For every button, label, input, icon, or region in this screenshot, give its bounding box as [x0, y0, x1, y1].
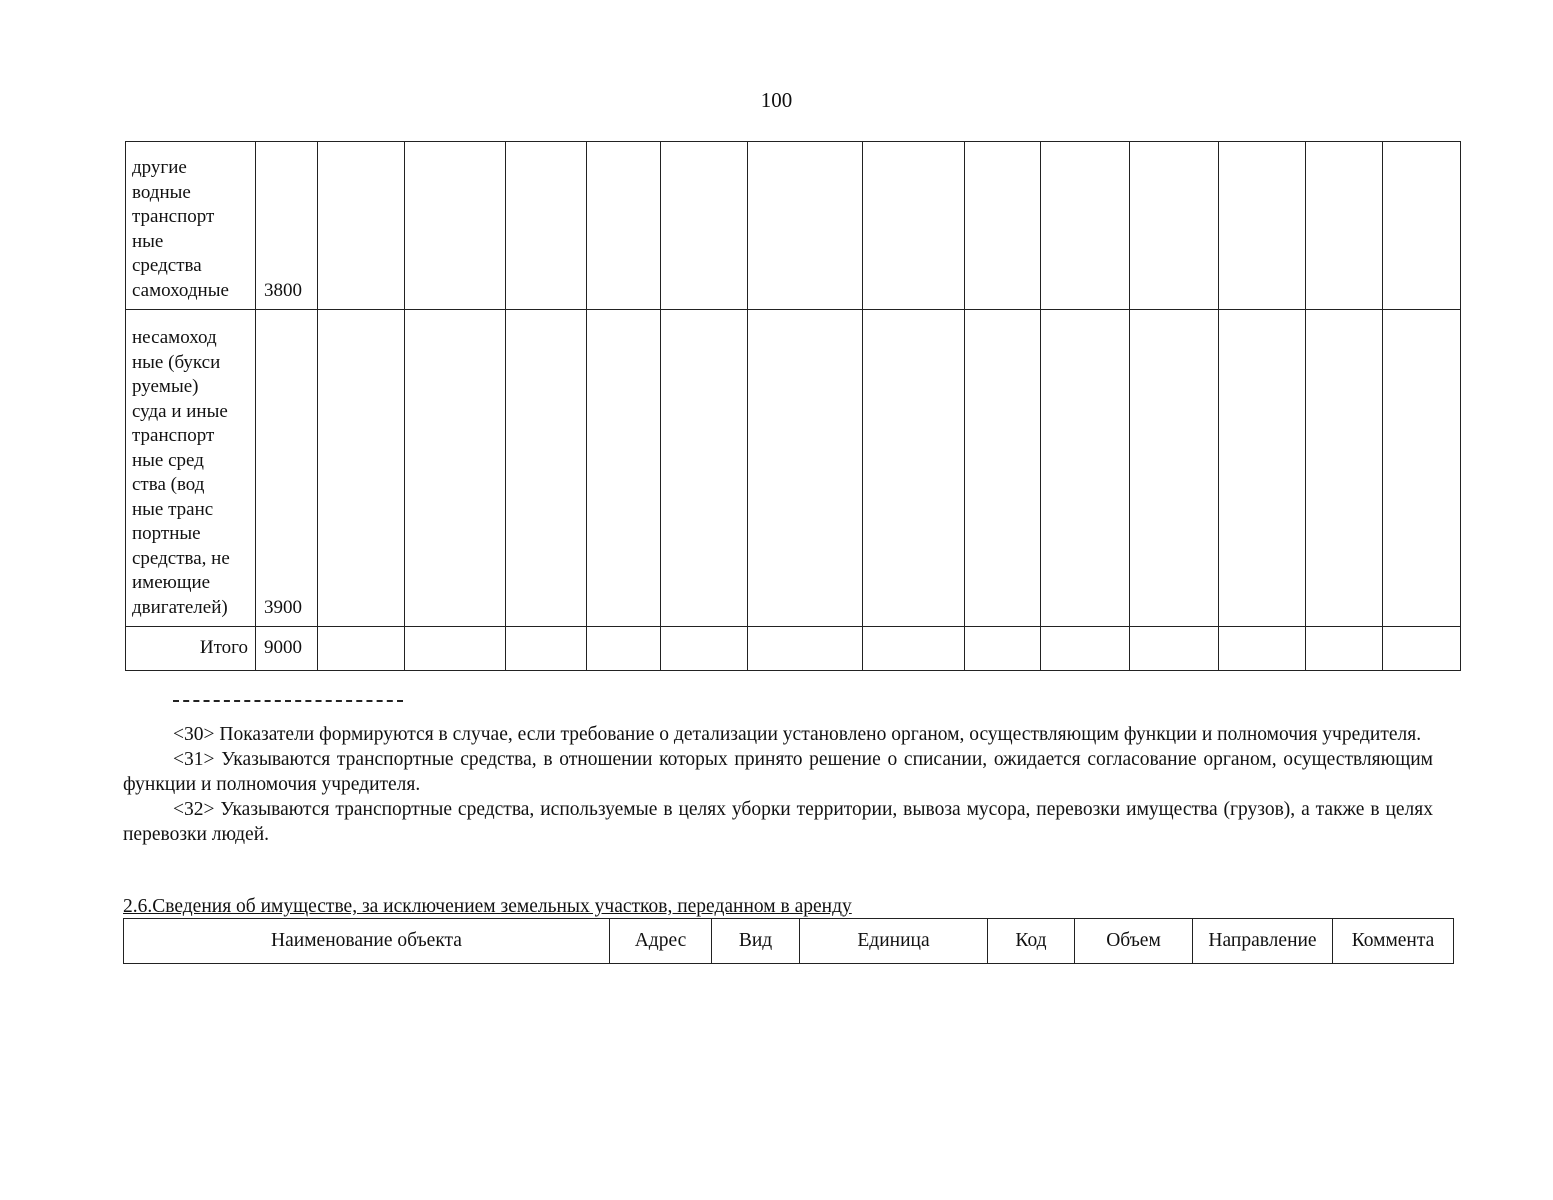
footnote-30: <30> Показатели формируются в случае, если требование о детализации установлено органом, осуществляющим функции и полномочия учредителя.: [173, 724, 1422, 745]
section-heading-2-6: 2.6.Сведения об имуществе, за исключением земельных участков, переданном в аренду: [123, 896, 852, 917]
empty-value-cell: [1383, 142, 1461, 310]
table-row: [126, 142, 1461, 310]
empty-value-cell: [506, 142, 587, 310]
row-label-line: несамоход: [132, 327, 217, 348]
empty-value-cell: [506, 627, 587, 671]
empty-value-cell: [405, 142, 506, 310]
empty-value-cell: [661, 627, 748, 671]
empty-value-cell: [863, 310, 965, 627]
row-label-line: ные сред: [132, 449, 204, 471]
row-label-line: транспорт: [132, 425, 215, 446]
empty-value-cell: [587, 627, 661, 671]
table-row: [126, 310, 1461, 627]
col-header-code: Код: [988, 919, 1075, 964]
row-label: [126, 310, 256, 627]
col-header-unit: Единица: [800, 919, 988, 964]
empty-value-cell: [506, 310, 587, 627]
row-label-line: двигателей): [132, 596, 228, 618]
footnote-31: <31> Указываются транспортные средства, в отношении которых принято решение о списании, ожидается согласование органом, осуществляющим функции и полномочия учредителя.: [123, 749, 1433, 795]
empty-value-cell: [1130, 310, 1219, 627]
row-label-line: имеющие: [132, 572, 211, 593]
empty-value-cell: [1130, 627, 1219, 671]
empty-value-cell: [965, 142, 1041, 310]
row-label-line: руемые): [132, 376, 199, 397]
empty-value-cell: [405, 310, 506, 627]
empty-value-cell: [661, 142, 748, 310]
empty-value-cell: [318, 142, 405, 310]
row-label-line: Итого: [199, 637, 248, 659]
footnote-32: <32> Указываются транспортные средства, используемые в целях уборки территории, вывоза мусора, перевозки имущества (грузов), а также в целях перевозки людей.: [123, 799, 1433, 845]
empty-value-cell: [661, 310, 748, 627]
row-label-line: портные: [132, 523, 201, 544]
empty-value-cell: [965, 310, 1041, 627]
row-label-line: ные: [132, 230, 164, 252]
empty-value-cell: [748, 310, 863, 627]
page-number: 100: [760, 88, 793, 112]
footnote-separator: [173, 700, 403, 702]
empty-value-cell: [1383, 627, 1461, 671]
col-header-comment: Коммента: [1333, 919, 1454, 964]
row-label-line: средства, не: [132, 547, 230, 569]
empty-value-cell: [1306, 627, 1383, 671]
empty-value-cell: [1041, 142, 1130, 310]
empty-value-cell: [748, 627, 863, 671]
empty-value-cell: [587, 142, 661, 310]
row-label-line: суда и иные: [132, 400, 228, 422]
row-label-line: ства (вод: [132, 474, 205, 495]
empty-value-cell: [1130, 142, 1219, 310]
empty-value-cell: [748, 142, 863, 310]
row-code: 3900: [256, 310, 318, 627]
col-header-address: Адрес: [610, 919, 712, 964]
vehicle-table: [125, 141, 1461, 671]
col-header-direction: Направление: [1193, 919, 1333, 964]
empty-value-cell: [405, 627, 506, 671]
row-label-line: средства: [132, 255, 202, 276]
col-header-volume: Объем: [1075, 919, 1193, 964]
row-label-line: транспорт: [132, 206, 215, 227]
row-label-line: ные транс: [132, 498, 214, 520]
row-label-line: ные (букси: [132, 351, 221, 373]
empty-value-cell: [965, 627, 1041, 671]
empty-value-cell: [1041, 310, 1130, 627]
row-code: 9000: [256, 627, 318, 671]
empty-value-cell: [318, 627, 405, 671]
empty-value-cell: [1041, 627, 1130, 671]
table-row: [126, 627, 1461, 671]
empty-value-cell: [318, 310, 405, 627]
row-code: 3800: [256, 142, 318, 310]
empty-value-cell: [587, 310, 661, 627]
lease-table: [123, 918, 1454, 964]
row-label: [126, 627, 256, 671]
empty-value-cell: [1219, 310, 1306, 627]
empty-value-cell: [1219, 627, 1306, 671]
empty-value-cell: [863, 627, 965, 671]
empty-value-cell: [863, 142, 965, 310]
empty-value-cell: [1306, 310, 1383, 627]
col-header-object-name: Наименование объекта: [124, 919, 610, 964]
empty-value-cell: [1383, 310, 1461, 627]
footnotes: [123, 722, 1433, 847]
row-label-line: водные: [132, 181, 191, 203]
row-label: [126, 142, 256, 310]
row-label-line: самоходные: [132, 279, 229, 301]
empty-value-cell: [1219, 142, 1306, 310]
lease-table-header-row: [124, 919, 1454, 964]
empty-value-cell: [1306, 142, 1383, 310]
row-label-line: другие: [132, 157, 187, 178]
col-header-type: Вид: [712, 919, 800, 964]
